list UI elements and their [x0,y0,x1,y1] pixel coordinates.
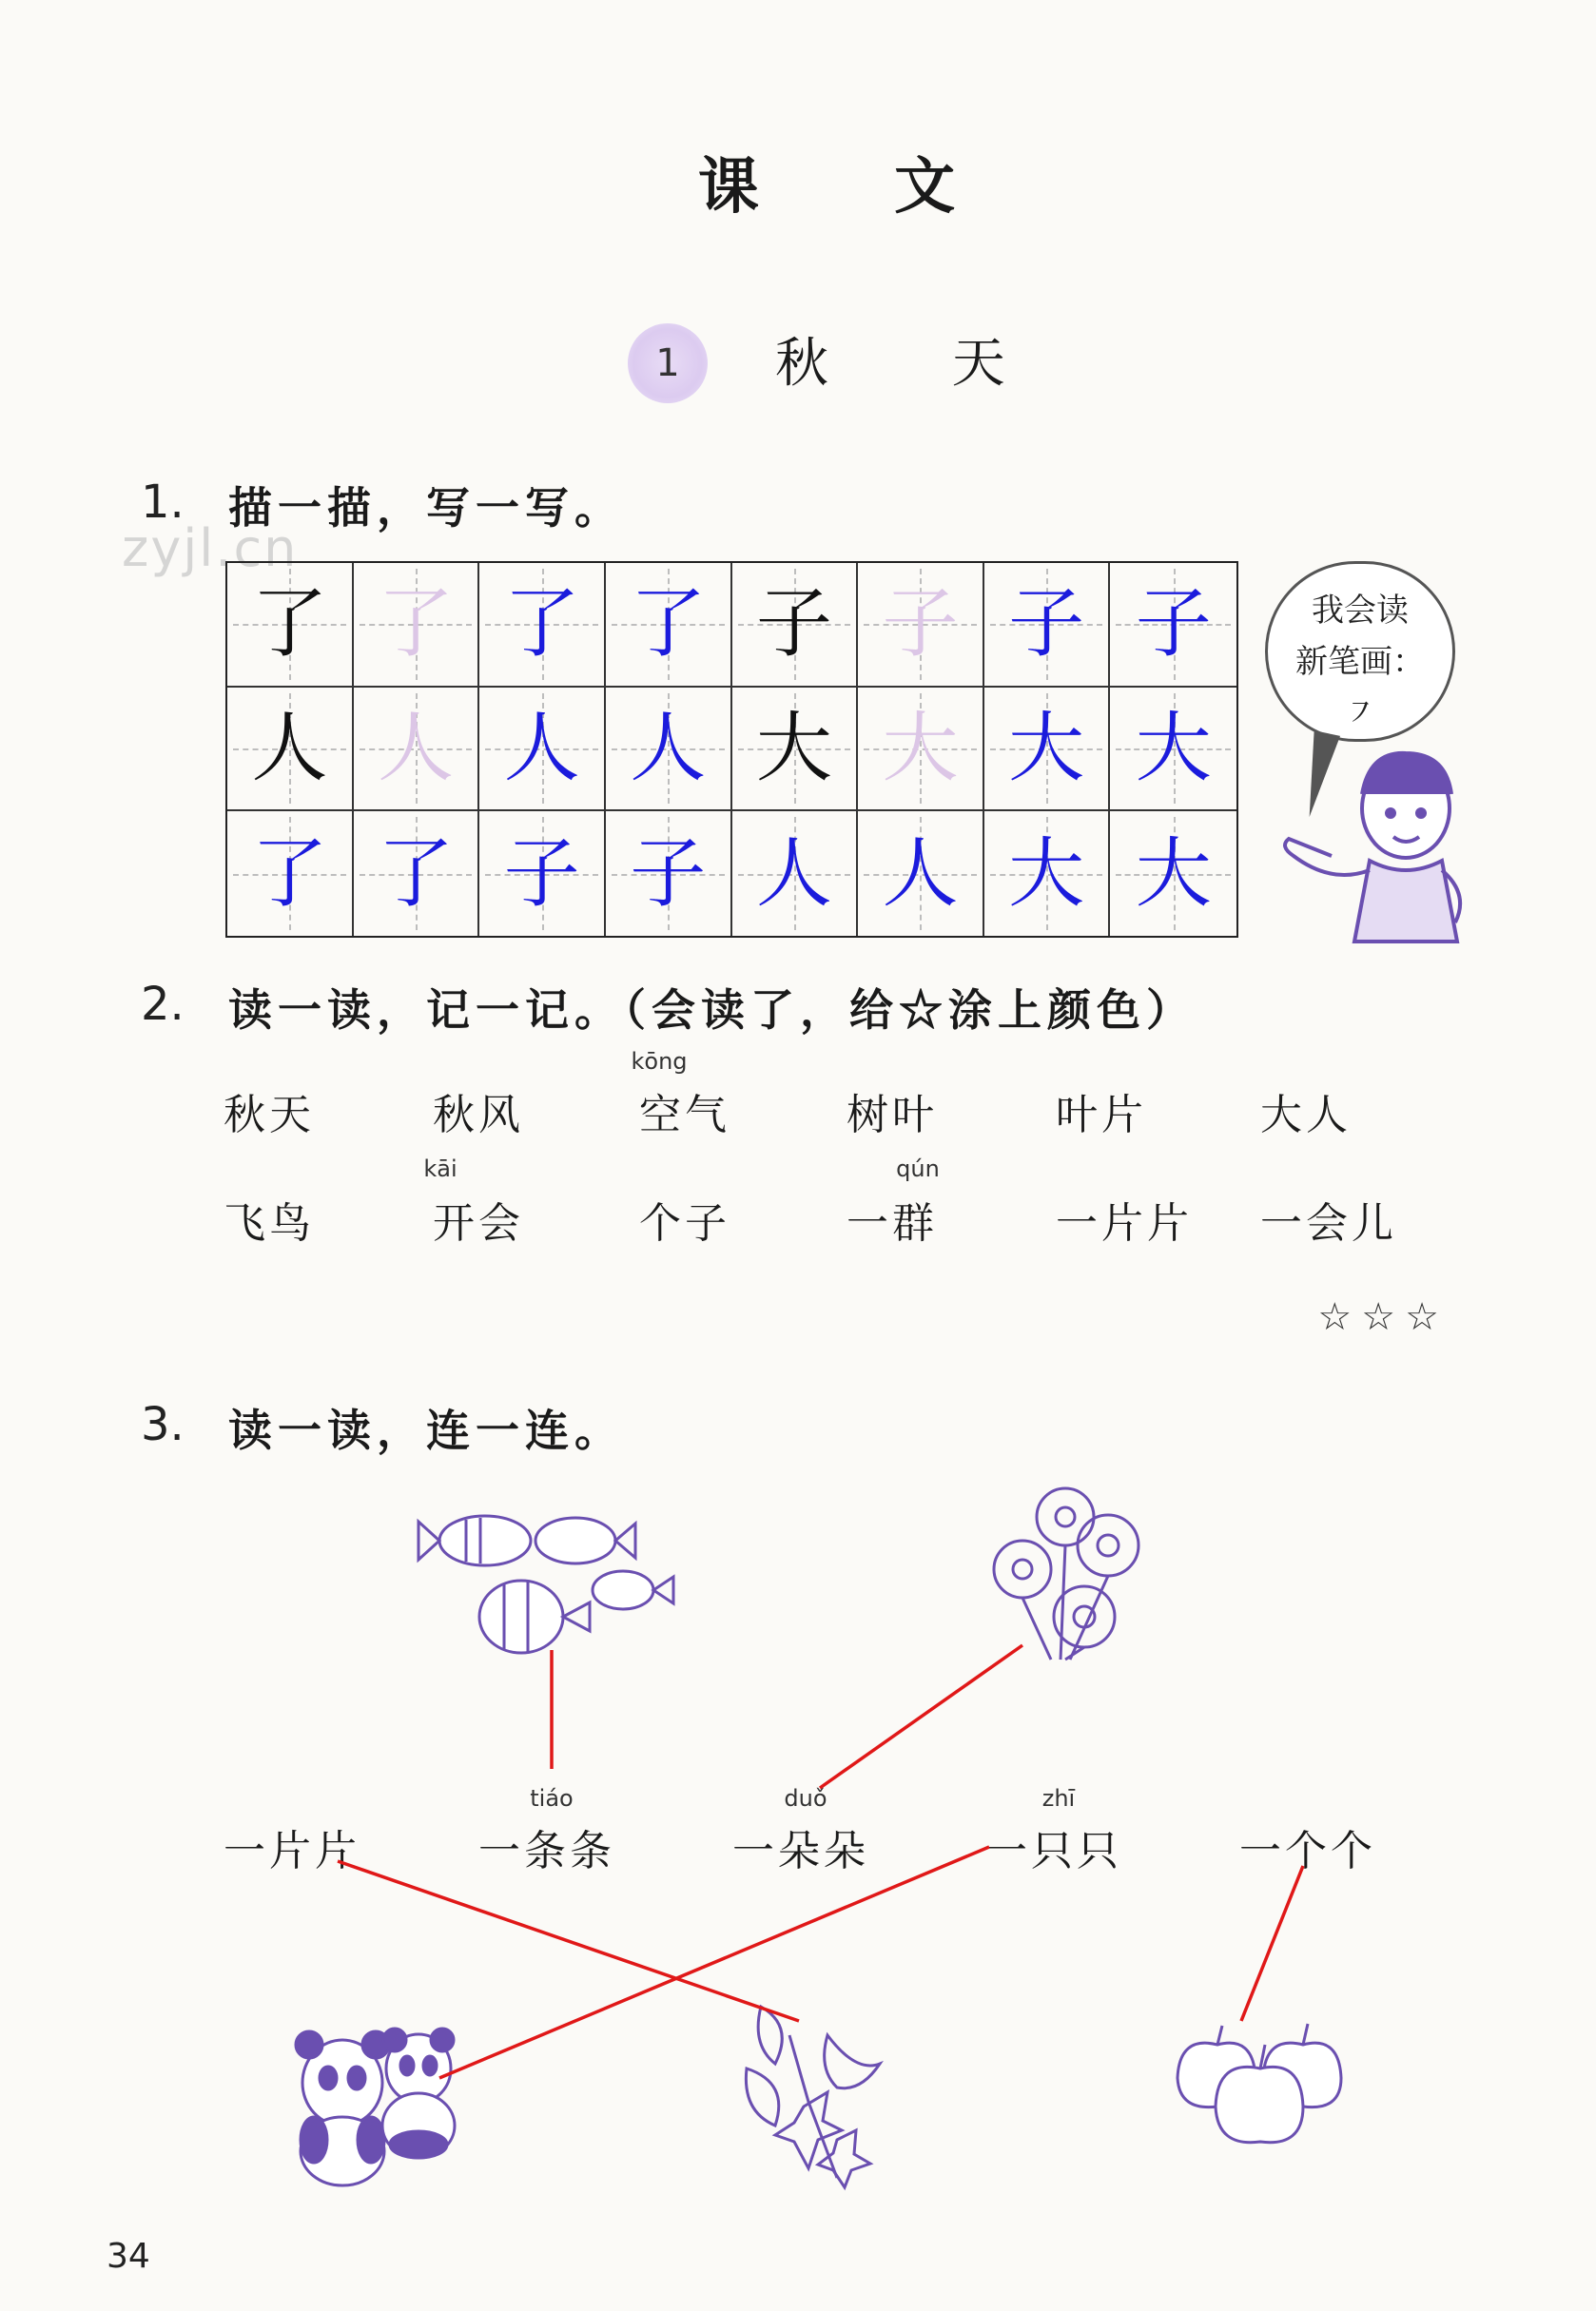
grid-character: 了 [503,579,580,669]
grid-character: 了 [251,828,328,918]
grid-character: 人 [882,828,959,918]
grid-character: 子 [503,828,580,918]
lesson-title: 秋 天 [775,333,1059,395]
grid-character: 子 [1135,579,1212,669]
grid-character: 了 [377,579,454,669]
vocab-word: 一群 [847,1199,938,1248]
grid-character: 子 [1008,579,1085,669]
measure-word[interactable]: 一只只 [985,1827,1122,1875]
grid-character: 子 [630,828,707,918]
grid-character: 子 [882,579,959,669]
measure-word[interactable]: 一个个 [1239,1827,1376,1875]
pinyin-zhi: zhī [1041,1785,1076,1812]
pinyin-tiao: tiáo [530,1785,574,1812]
grid-character: 了 [630,579,707,669]
grid-character: 大 [1135,828,1212,918]
pinyin-qun: qún [896,1156,940,1182]
line-duo-flowers [820,1645,1022,1788]
watermark: zyjl.cn [122,518,299,578]
q2-number: 2. [141,978,185,1031]
line-pian-leaves [338,1861,799,2021]
vocab-word: 个子 [639,1199,730,1248]
pinyin-duo: duǒ [784,1785,827,1812]
grid-character: 了 [377,828,454,918]
pinyin-kai: kāi [423,1156,457,1182]
q3-number: 3. [141,1398,185,1451]
grid-character: 大 [1008,828,1085,918]
grid-character: 人 [630,703,707,792]
pandas-illustration [296,2029,455,2185]
q2-instruction: 读一读，记一记。（会读了，给☆涂上颜色） [228,984,1196,1036]
answer-lines [338,1645,1303,2078]
grid-character: 子 [755,579,832,669]
new-stroke-glyph: ㇇ [1344,694,1376,732]
section-title: 课 文 [697,151,1013,223]
grid-character: 大 [1008,703,1085,792]
q1-number: 1. [141,476,185,529]
measure-word[interactable]: 一条条 [478,1827,615,1875]
leaves-illustration [746,2007,880,2187]
grid-character: 人 [755,828,832,918]
vocab-word: 秋风 [433,1091,524,1139]
grid-character: 大 [1135,703,1212,792]
vocab-word: 叶片 [1056,1091,1147,1139]
vocab-word: 飞鸟 [224,1199,315,1248]
grid-character: 了 [251,579,328,669]
vocab-word: 空气 [639,1091,730,1139]
q3-instruction: 读一读，连一连。 [228,1405,624,1456]
vocab-word: 一片片 [1056,1199,1193,1248]
vocab-word: 树叶 [847,1091,938,1139]
grid-character: 人 [503,703,580,792]
bubble-line-2: 新笔画： [1295,643,1425,681]
measure-word[interactable]: 一朵朵 [732,1827,869,1875]
grid-character: 人 [377,703,454,792]
line-ge-apples [1241,1866,1303,2021]
vocab-word: 秋天 [224,1091,315,1139]
grid-character: 大 [755,703,832,792]
rating-stars[interactable]: ☆☆☆ [1317,1295,1449,1339]
apples-illustration [1178,2024,1341,2143]
vocab-word: 大人 [1260,1091,1352,1139]
flowers-illustration [994,1488,1139,1660]
q1-instruction: 描一描，写一写。 [228,482,624,534]
vocab-word: 开会 [433,1199,524,1248]
pinyin-kong: kōng [631,1048,688,1075]
measure-word[interactable]: 一片片 [224,1827,360,1875]
lesson-number-badge: 1 [628,323,708,403]
grid-character: 人 [251,703,328,792]
line-zhi-pandas [439,1847,989,2078]
grid-character: 大 [882,703,959,792]
bubble-line-1: 我会读 [1312,592,1409,630]
fish-illustration [418,1516,673,1653]
page-number: 34 [107,2237,150,2276]
vocab-word: 一会儿 [1260,1199,1397,1248]
